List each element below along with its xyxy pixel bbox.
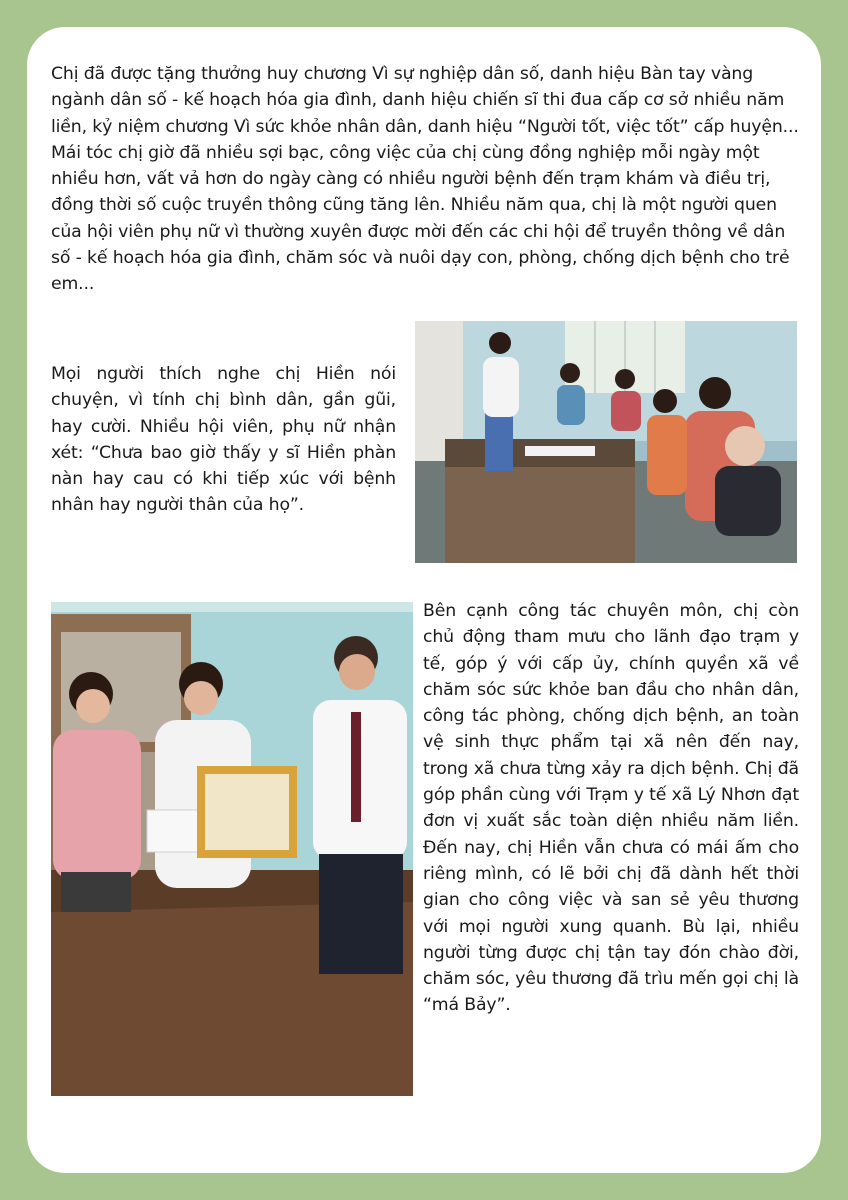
photo-certificate-award [51,602,413,1096]
paragraph-contributions: Bên cạnh công tác chuyên môn, chị còn chủ động tham mưu cho lãnh đạo trạm y tế, góp ý với cấp ủy, chính quyền xã về chăm sóc sức khỏe ban đầu cho nhân dân, công tác phòng, chống dịch bệnh, an toàn vệ sinh thực phẩm tại xã nên đến nay, trong xã chưa từng xảy ra dịch bệnh. Chị đã góp phần cùng với Trạm y tế xã Lý Nhơn đạt đơn vị xuất sắc toàn diện nhiều năm liền. Đến nay, chị Hiền vẫn chưa có mái ấm cho riêng mình, có lẽ bởi chị đã dành hết thời gian cho công việc và san sẻ yêu thương với mọi người xung quanh. Bù lại, nhiều người từng được chị tận tay đón chào đời, chăm sóc, yêu thương đã trìu mến gọi chị là “má Bảy”. [423,601,799,1016]
paragraph-awards: Chị đã được tặng thưởng huy chương Vì sự nghiệp dân số, danh hiệu Bàn tay vàng ngành dân số - kế hoạch hóa gia đình, danh hiệu chiến sĩ thi đua cấp cơ sở nhiều năm liền, kỷ niệm chương Vì sức khỏe nhân dân, danh hiệu “Người tốt, việc tốt” cấp huyện... Mái tóc chị giờ đã nhiều sợi bạc, công việc của chị cùng đồng nghiệp mỗi ngày một nhiều hơn, vất vả hơn do ngày càng có nhiều người bệnh đến trạm khám và điều trị, đồng thời số cuộc truyền thông cũng tăng lên. Nhiều năm qua, chị là một người quen của hội viên phụ nữ vì thường xuyên được mời đến các chi hội để truyền thông về dân số - kế hoạch hóa gia đình, chăm sóc và nuôi dạy con, phòng, chống dịch bệnh cho trẻ em... [51,64,799,295]
photo-health-consultation [415,321,797,563]
paragraph-personality: Mọi người thích nghe chị Hiền nói chuyện, vì tính chị bình dân, gần gũi, hay cười. Nhiều hội viên, phụ nữ nhận xét: “Chưa bao giờ thấy y sĩ Hiền phàn nàn hay cau có khi tiếp xúc với bệnh nhân hay người thân của họ”. [51,364,396,516]
article-card [27,27,821,1173]
